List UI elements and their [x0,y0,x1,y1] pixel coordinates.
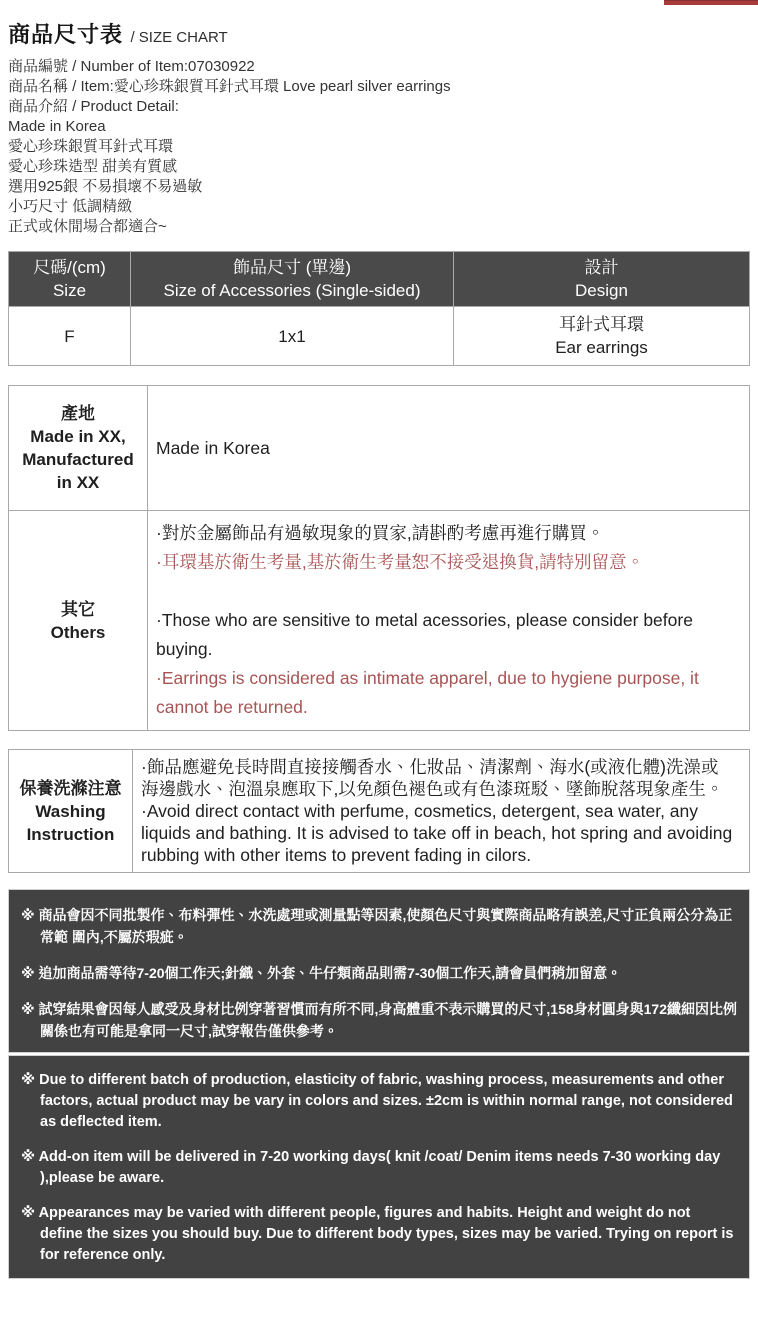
washing-label-zh: 保養洗滌注意 [19,778,122,798]
store-note-zh-1: ※ 商品會因不同批製作、布料彈性、水洗處理或測量點等因素,使顏色尺寸與實際商品略有誤差,尺寸正負兩公分為正常範 圍內,不屬於瑕疵。 [21,907,733,945]
washing-notes [133,750,750,873]
top-accent-bar [664,0,758,5]
size-chart-table [8,251,750,366]
others-label [9,511,148,731]
size-chart-header-row [9,252,750,307]
size-chart-data-row [9,307,750,366]
store-note-zh-3: ※ 試穿結果會因每人感受及身材比例穿著習慣而有所不同,身高體重不表示購買的尺寸,158身材圓身與172纖細因比例關係也有可能是拿同一尺寸,試穿報告僅供參考。 [21,1001,737,1039]
accessory-size-column-header-zh: 飾品尺寸 (單邊) [232,258,352,277]
origin-row [9,386,750,511]
others-label-en: Others [50,622,106,642]
size-column-header [9,252,131,307]
others-label-zh: 其它 [61,599,95,619]
origin-value [148,386,750,511]
others-note-zh-red: ·耳環基於衛生考量,基於衛生考量恕不接受退換貨,請特別留意。 [156,552,645,572]
product-detail-line: 正式或休閒場合都適合~ [8,218,167,235]
size-column-header-zh: 尺碼/(cm) [33,258,106,277]
product-detail-line: 小巧尺寸 低調精緻 [8,198,133,215]
design-column-header-en: Design [575,281,628,300]
store-notes-en-block [8,1055,750,1279]
store-notes-zh-block [8,889,750,1053]
accessory-size-column-header-en: Size of Accessories (Single-sided) [163,281,421,300]
page-title [8,18,750,49]
origin-label [9,386,148,511]
product-info-table [8,385,750,731]
item-number-line: 商品編號 / Number of Item:07030922 [8,58,255,75]
design-column-header [454,252,750,307]
product-detail-label: 商品介紹 / Product Detail: [8,98,179,115]
product-detail-line: 選用925銀 不易損壞不易過敏 [8,178,203,195]
washing-label-en: Washing Instruction [26,801,115,844]
product-detail-line: 愛心珍珠造型 甜美有質感 [8,158,178,175]
others-note-en-black: ·Those who are sensitive to metal acessories, please consider before buying. [156,610,693,659]
washing-instruction-row [9,750,750,873]
others-note-en-red: ·Earrings is considered as intimate apparel, due to hygiene purpose, it cannot be returned. [156,668,699,717]
washing-note-en: ·Avoid direct contact with perfume, cosmetics, detergent, sea water, any liquids and bathing. It is advised to take off in beach, hot spring and avoiding rubbing with other items to prevent fading in cilors. [141,801,733,865]
size-column-header-en: Size [52,281,87,300]
others-notes [148,511,750,731]
product-detail-line: 愛心珍珠銀質耳針式耳環 [8,138,174,155]
washing-label [9,750,133,873]
origin-label-en: Made in XX, Manufactured in XX [22,427,134,492]
washing-note-zh: ·飾品應避免長時間直接接觸香水、化妝品、清潔劑、海水(或液化體)洗澡或海邊戲水、泡溫泉應取下,以免顏色褪色或有色漆斑駁、墜飾脫落現象產生。 [141,757,724,799]
design-value-zh: 耳針式耳環 [559,315,644,334]
store-notes-section [8,889,750,1279]
washing-instruction-table [8,749,750,873]
product-detail-line: Made in Korea [8,118,106,135]
others-row [9,511,750,731]
store-note-en-2: ※ Add-on item will be delivered in 7-20 working days( knit /coat/ Denim items needs 7-30 working day ),please be aware. [21,1149,721,1186]
origin-value-text: Made in Korea [156,437,270,458]
page-title-zh: 商品尺寸表 [8,22,124,47]
store-note-zh-2: ※ 追加商品需等待7-20個工作天;針織、外套、牛仔類商品則需7-30個工作天,請會員們稍加留意。 [21,965,622,981]
store-note-en-1: ※ Due to different batch of production, elasticity of fabric, washing process, measurements and other factors, actual product may be vary in colors and sizes. ±2cm is within normal range, not considered as deflected item. [21,1072,733,1130]
design-column-header-zh: 設計 [584,258,619,277]
store-note-en-3: ※ Appearances may be varied with different people, figures and habits. Height and weight do not define the sizes you should buy. Due to different body types, sizes may be varied. Trying on report is for reference only. [21,1205,734,1263]
design-value [454,307,750,366]
size-value: F [9,307,131,366]
accessory-size-value: 1x1 [131,307,454,366]
origin-label-zh: 產地 [61,404,95,423]
design-value-en: Ear earrings [555,338,648,357]
page-title-en: / SIZE CHART [130,29,228,46]
accessory-size-column-header [131,252,454,307]
item-name-line: 商品名稱 / Item:愛心珍珠銀質耳針式耳環 Love pearl silver earrings [8,78,451,95]
others-note-zh-black: ·對於金屬飾品有過敏現象的買家,請斟酌考慮再進行購買。 [156,523,605,543]
